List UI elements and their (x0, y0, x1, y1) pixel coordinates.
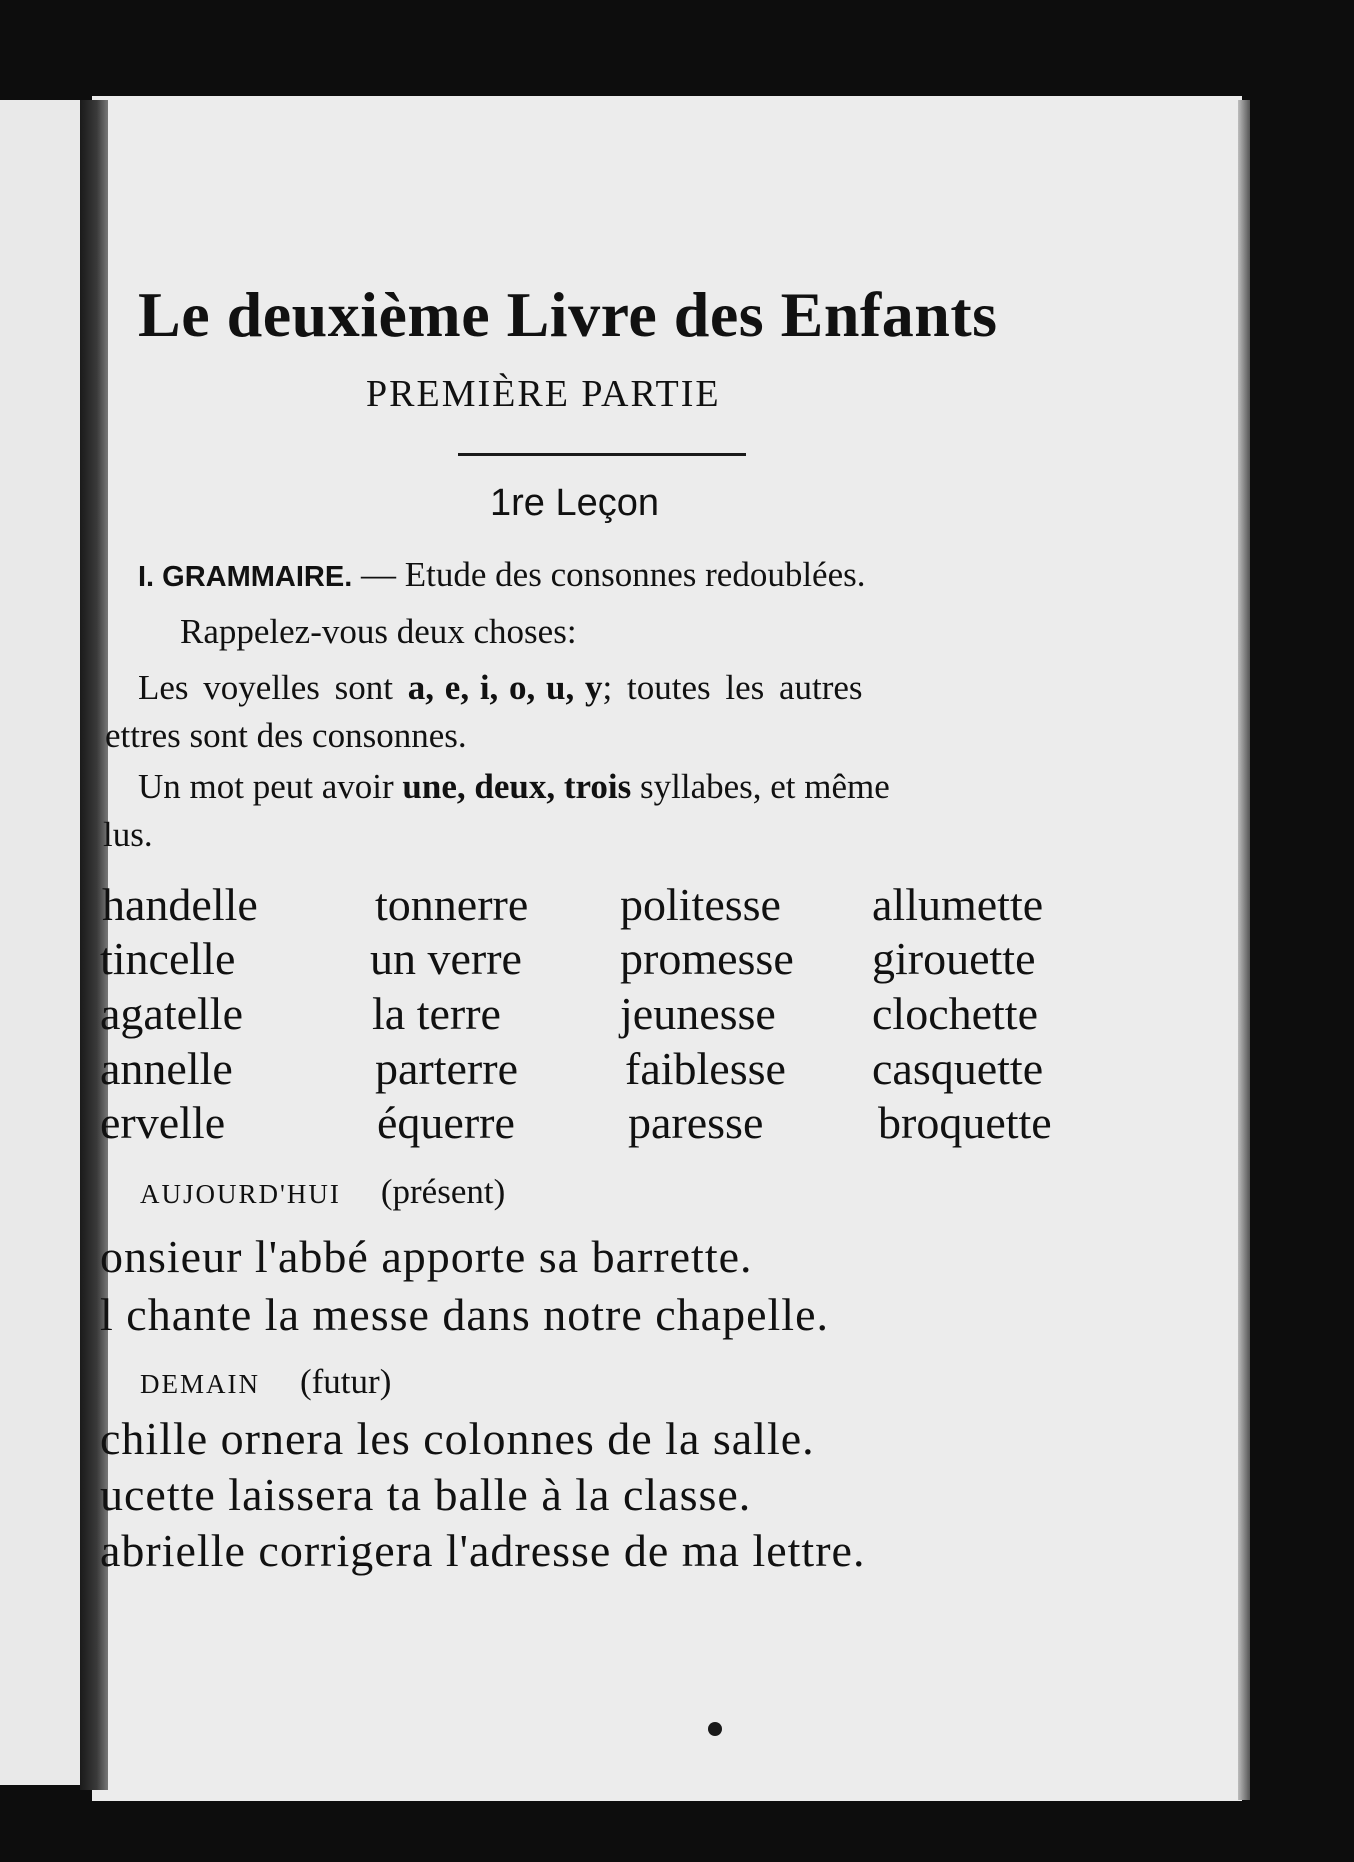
future-heading (140, 1362, 391, 1402)
word-r1-c4: allumette (872, 879, 1044, 930)
vowels-before: Les voyelles sont (138, 668, 408, 707)
present-label: AUJOURD'HUI (140, 1179, 341, 1209)
word-r4-c2: parterre (375, 1043, 518, 1094)
grammar-heading: I. GRAMMAIRE. (138, 561, 353, 593)
word-r2-c3: promesse (620, 933, 794, 984)
facing-page-edge (0, 100, 92, 1785)
syllable-sep-2: , (546, 767, 564, 806)
page-right-edge (1238, 100, 1250, 1800)
word-r4-c1: annelle (100, 1043, 233, 1094)
future-sentence-2: ucette laissera ta balle à la classe. (100, 1469, 752, 1520)
remember-line: Rappelez-vous deux choses: (180, 612, 577, 651)
word-r4-c3: faiblesse (625, 1043, 786, 1094)
syllables-line-2: lus. (103, 815, 153, 854)
syllable-word-3: trois (563, 767, 632, 806)
syllables-after: syllabes, et même (631, 767, 890, 806)
present-sentence-1: onsieur l'abbé apporte sa barrette. (100, 1231, 753, 1282)
future-label: DEMAIN (140, 1369, 260, 1399)
syllable-sep-1: , (456, 767, 475, 806)
future-tense: (futur) (300, 1362, 392, 1401)
syllable-word-2: deux (474, 767, 547, 806)
word-r1-c3: politesse (620, 879, 781, 930)
word-r2-c2: un verre (370, 933, 522, 984)
word-r1-c2: tonnerre (375, 879, 529, 930)
grammar-line (138, 555, 866, 595)
page-dot-mark (708, 1722, 722, 1736)
word-r2-c1: tincelle (100, 933, 236, 984)
book-title: Le deuxième Livre des Enfants (138, 279, 998, 350)
vowel-letters: a, e, i, o, u, y (407, 668, 603, 707)
grammar-topic: Etude des consonnes redoublées. (404, 555, 866, 594)
syllable-word-1: une (402, 767, 457, 806)
syllables-line (138, 767, 890, 807)
word-r3-c4: clochette (872, 988, 1039, 1039)
future-sentence-3: abrielle corrigera l'adresse de ma lettre. (100, 1525, 866, 1576)
part-heading: PREMIÈRE PARTIE (366, 373, 721, 415)
word-r4-c4: casquette (872, 1043, 1044, 1094)
present-tense: (présent) (380, 1172, 506, 1211)
word-r3-c2: la terre (372, 988, 501, 1039)
word-r1-c1: handelle (102, 879, 258, 930)
word-r5-c3: paresse (628, 1097, 764, 1148)
present-sentence-2: l chante la messe dans notre chapelle. (100, 1289, 829, 1340)
vowels-after: ; toutes les autres (602, 668, 863, 707)
grammar-dash: — (352, 555, 405, 594)
word-r2-c4: girouette (872, 933, 1036, 984)
syllables-before: Un mot peut avoir (138, 767, 403, 806)
word-r5-c2: équerre (377, 1097, 515, 1148)
divider-rule (458, 453, 746, 456)
present-heading (140, 1172, 505, 1212)
future-sentence-1: chille ornera les colonnes de la salle. (100, 1413, 815, 1464)
word-r3-c1: agatelle (100, 988, 244, 1039)
vowels-line (138, 668, 863, 708)
word-r3-c3: jeunesse (620, 988, 776, 1039)
word-r5-c4: broquette (878, 1097, 1052, 1148)
vowels-line-2: ettres sont des consonnes. (105, 716, 467, 755)
word-r5-c1: ervelle (100, 1097, 226, 1148)
lesson-heading: 1re Leçon (490, 482, 660, 524)
